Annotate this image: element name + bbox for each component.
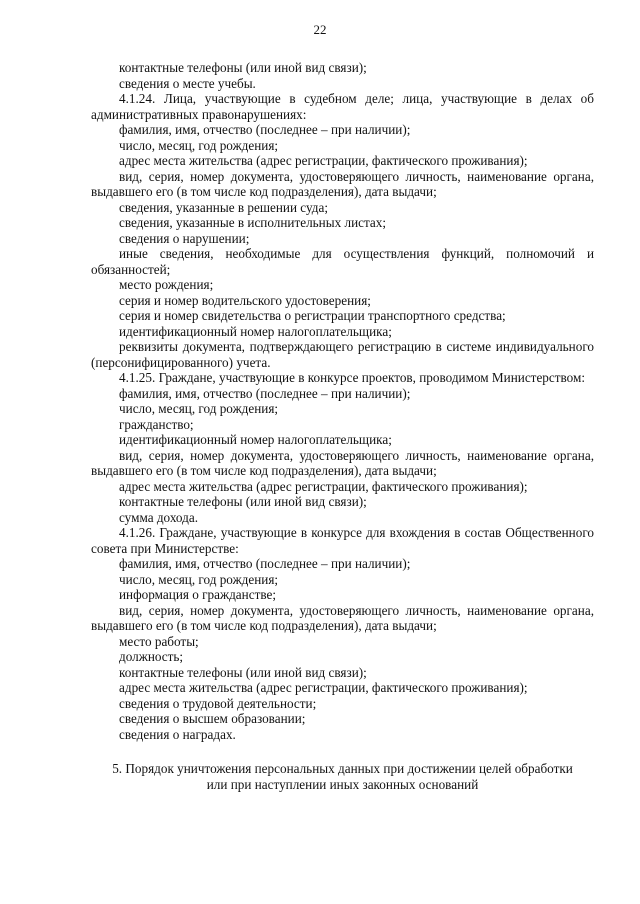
section-heading-line1: 5. Порядок уничтожения персональных данных при достижении целей обработки <box>112 761 573 776</box>
paragraph: число, месяц, год рождения; <box>119 571 279 587</box>
paragraph: контактные телефоны (или иной вид связи); <box>119 664 367 680</box>
paragraph: реквизиты документа, подтверждающего регистрацию в системе индивидуального (персонифицированного) учета. <box>91 339 594 370</box>
paragraph: контактные телефоны (или иной вид связи); <box>119 494 367 509</box>
document-body <box>91 60 594 792</box>
paragraph: сведения о высшем образовании; <box>119 711 306 726</box>
paragraph: должность; <box>119 649 184 664</box>
clause-4-1-26: 4.1.26. Граждане, участвующие в конкурсе для вхождения в состав Общественного совета при Министерстве: <box>91 525 594 556</box>
paragraph: гражданство; <box>119 416 194 432</box>
paragraph: фамилия, имя, отчество (последнее – при наличии); <box>119 385 411 401</box>
paragraph: фамилия, имя, отчество (последнее – при наличии); <box>119 122 411 137</box>
paragraph: адрес места жительства (адрес регистрации, фактического проживания); <box>119 680 528 695</box>
paragraph: идентификационный номер налогоплательщика; <box>119 323 392 339</box>
paragraph: серия и номер свидетельства о регистрации транспортного средства; <box>119 308 506 323</box>
paragraph: число, месяц, год рождения; <box>119 401 279 416</box>
paragraph: сумма дохода. <box>119 509 198 525</box>
paragraph: иные сведения, необходимые для осуществления функций, полномочий и обязанностей; <box>91 246 594 277</box>
paragraph: число, месяц, год рождения; <box>119 137 279 153</box>
paragraph: серия и номер водительского удостоверения; <box>119 292 371 308</box>
paragraph: сведения, указанные в решении суда; <box>119 199 328 215</box>
section-heading <box>91 761 594 792</box>
paragraph: контактные телефоны (или иной вид связи); <box>119 60 367 75</box>
paragraph: адрес места жительства (адрес регистрации, фактического проживания); <box>119 153 528 168</box>
paragraph: вид, серия, номер документа, удостоверяющего личность, наименование органа, выдавшего его (в том числе код подразделения), дата выдачи; <box>91 602 594 633</box>
paragraph: сведения о нарушении; <box>119 230 250 246</box>
page-number: 22 <box>313 22 327 37</box>
paragraph: информация о гражданстве; <box>119 587 276 602</box>
paragraph: идентификационный номер налогоплательщика; <box>119 432 392 447</box>
paragraph: сведения о наградах. <box>119 726 236 742</box>
paragraph: место работы; <box>119 633 199 649</box>
paragraph: сведения, указанные в исполнительных листах; <box>119 215 387 230</box>
paragraph: вид, серия, номер документа, удостоверяющего личность, наименование органа, выдавшего его (в том числе код подразделения), дата выдачи; <box>91 168 594 199</box>
paragraph: фамилия, имя, отчество (последнее – при наличии); <box>119 556 411 571</box>
paragraph: вид, серия, номер документа, удостоверяющего личность, наименование органа, выдавшего его (в том числе код подразделения), дата выдачи; <box>91 447 594 478</box>
paragraph: сведения о трудовой деятельности; <box>119 695 317 711</box>
section-heading-line2: или при наступлении иных законных оснований <box>206 776 479 792</box>
paragraph: сведения о месте учебы. <box>119 75 256 91</box>
paragraph: адрес места жительства (адрес регистрации, фактического проживания); <box>119 478 528 494</box>
clause-4-1-25: 4.1.25. Граждане, участвующие в конкурсе проектов, проводимом Министерством: <box>119 370 585 385</box>
clause-4-1-24: 4.1.24. Лица, участвующие в судебном деле; лица, участвующие в делах об административных правонарушениях: <box>91 91 594 122</box>
paragraph: место рождения; <box>119 277 214 292</box>
